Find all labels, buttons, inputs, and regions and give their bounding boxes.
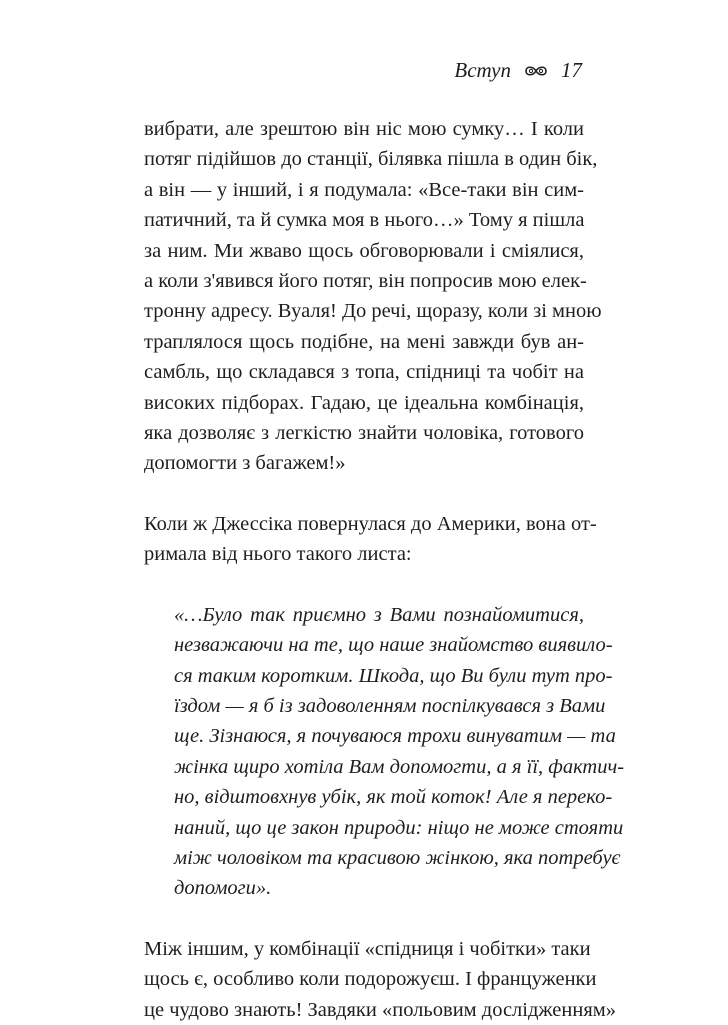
quote-line: наний, що це закон природи: ніщо не може стояти: [174, 816, 624, 839]
quote-line: допомоги».: [174, 877, 272, 900]
text-line: це чудово знають! Завдяки «польовим дослідженням»: [144, 998, 616, 1021]
text-line: Між іншим, у комбінації «спідниця і чобітки» таки: [144, 937, 591, 960]
letter-quote: [144, 600, 625, 904]
page-number: 17: [561, 58, 582, 82]
quote-line: но, відштовхнув убік, як той коток! Але я переко-: [174, 786, 613, 809]
text-line: а коли з'явився його потяг, він попросив мою елек-: [144, 270, 587, 293]
paragraph-closing: [144, 934, 616, 1025]
text-line: тронну адресу. Вуаля! До речі, щоразу, коли зі мною: [144, 300, 602, 323]
paragraph-letter-intro: [144, 509, 597, 570]
quote-line: незважаючи на те, що наше знайомство виявило-: [174, 634, 613, 657]
quote-line: ся таким коротким. Шкода, що Ви були тут про-: [174, 664, 613, 687]
paragraph-continuation: [144, 114, 602, 479]
quote-line: жінка щиро хотіла Вам допомогти, а я її, фактич-: [174, 755, 625, 778]
text-line: допомогти з багажем!»: [144, 452, 346, 475]
section-title: Вступ: [454, 58, 511, 82]
infinity-ornament-icon: [523, 64, 549, 78]
quote-line: «…Було так приємно з Вами познайомитися,: [174, 603, 584, 626]
text-line: самбль, що складався з топа, спідниці та чобіт на: [144, 361, 584, 384]
page-body: [144, 114, 625, 1025]
running-head: [454, 58, 582, 83]
text-line: а він — у інший, і я подумала: «Все-таки він сим-: [144, 178, 584, 201]
text-line: за ним. Ми жваво щось обговорювали і сміялися,: [144, 239, 584, 262]
text-line: патичний, та й сумка моя в нього…» Тому я пішла: [144, 209, 585, 232]
text-line: високих підборах. Гадаю, це ідеальна комбінація,: [144, 391, 584, 414]
text-line: вибрати, але зрештою він ніс мою сумку… І коли: [144, 118, 584, 140]
quote-line: ще. Зізнаюся, я почуваюся трохи винуватим — та: [174, 725, 616, 748]
text-line: траплялося щось подібне, на мені завжди був ан-: [144, 330, 584, 353]
text-line: щось є, особливо коли подорожуєш. І француженки: [144, 968, 597, 991]
text-line: Коли ж Джессіка повернулася до Америки, вона от-: [144, 512, 597, 535]
quote-line: між чоловіком та красивою жінкою, яка потребує: [174, 846, 621, 869]
quote-line: їздом — я б із задоволенням поспілкувався з Вами: [174, 694, 606, 717]
text-line: яка дозволяє з легкістю знайти чоловіка, готового: [144, 422, 584, 445]
text-line: потяг підійшов до станції, білявка пішла в один бік,: [144, 148, 598, 171]
text-line: римала від нього такого листа:: [144, 543, 412, 566]
